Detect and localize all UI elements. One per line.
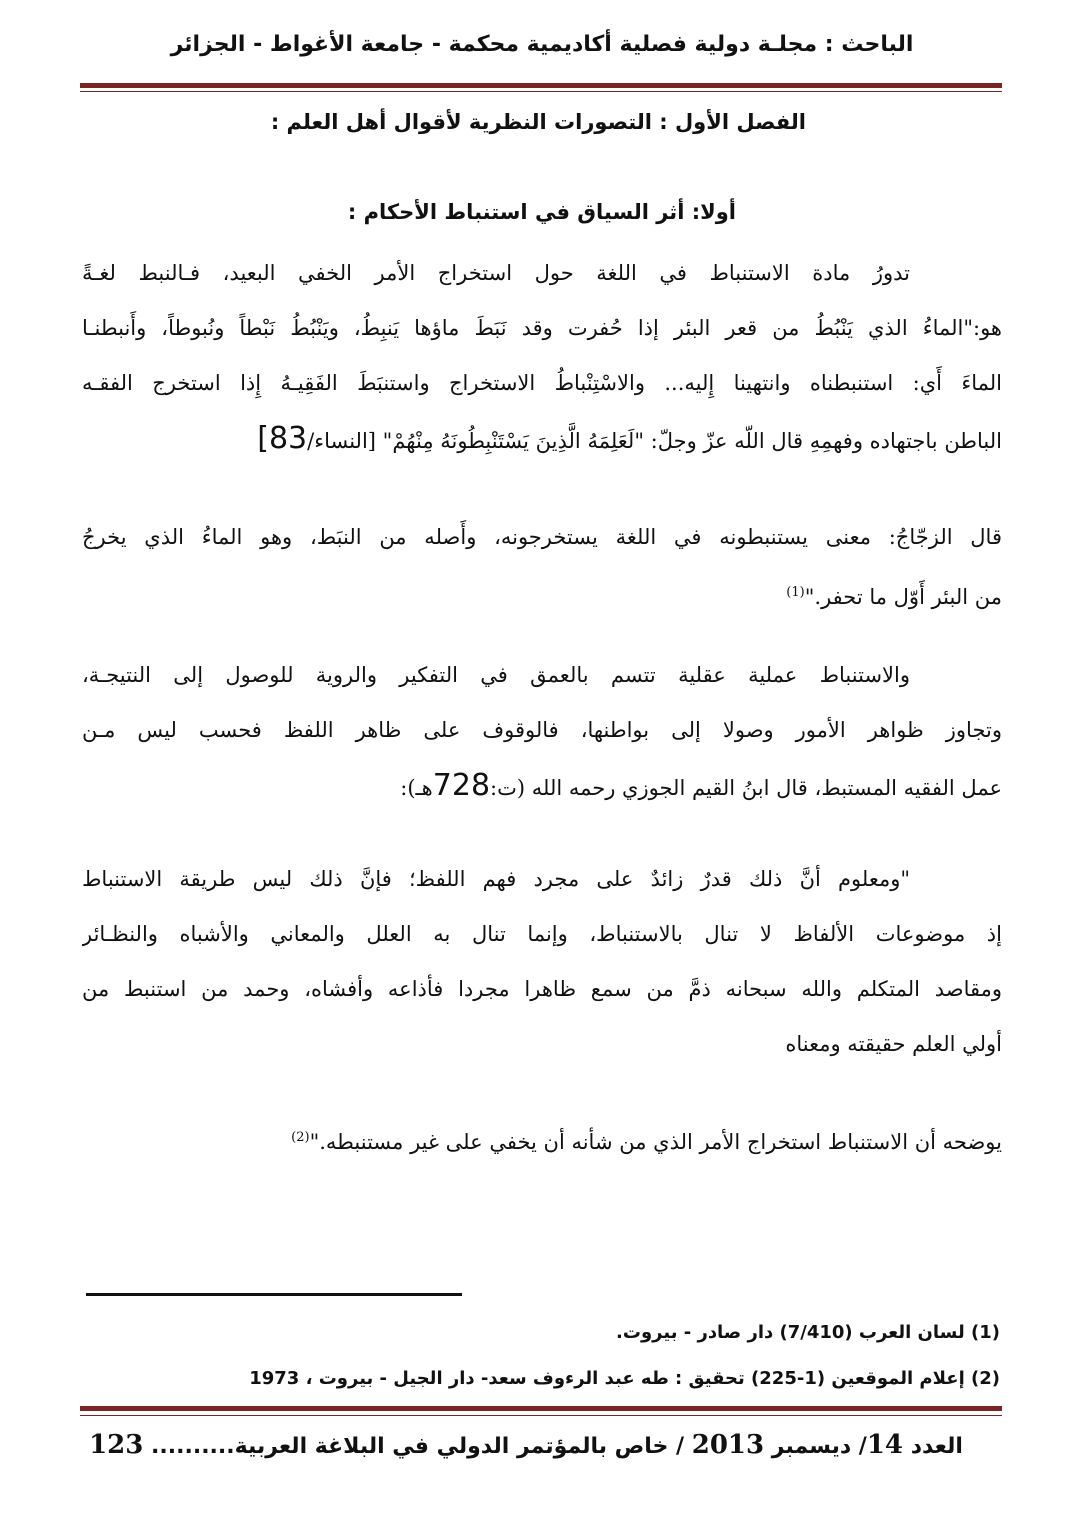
issue-year: 2013 [691,1430,765,1460]
paragraph-4 [82,852,1002,1072]
paragraph-line-text: عمل الفقيه المستبط، قال ابنُ القيم الجوزي رحمه الله (ت: [490,776,1002,800]
footnote-2: (2) إعلام الموقعين (1-225) تحقيق : طه عبد الرءوف سعد- دار الجيل - بيروت ، 1973 [249,1368,1000,1389]
chapter-title: الفصل الأول : التصورات النظرية لأقوال أهل العلم : [270,110,806,134]
quran-reference: 83] [257,421,308,456]
paragraph-line [82,758,1002,813]
paragraph-line-text: الباطن باجتهاده وفهمِهِ قال اللّه عزّ وجلّ: "لَعَلِمَهُ الَّذِينَ يَسْتَنْبِطُونَهُ مِنْهُمْ" [النساء/ [307,429,1002,453]
paragraph-line: هو:"الماءُ الذي يَنْبُطُ من قعر البئر إذا حُفرت وقد نَبَطَ ماؤها يَنبِطُ، ويَنْبُطُ نَبْطاً ونُبوطاً، وأَنبطنـا [82,316,1002,340]
running-header: الباحث : مجلـة دولية فصلية أكاديمية محكمة - جامعة الأغواط - الجزائر [170,32,914,57]
paragraph-line: أولي العلم حقيقته ومعناه [785,1032,1002,1056]
footnote-marker-1[interactable]: (1) [786,585,805,600]
paragraph-line-text: يوضحه أن الاستنباط استخراج الأمر الذي من شأنه أن يخفي على غير مستنبطه." [309,1130,1002,1154]
header-rule-thin [80,91,1002,92]
page-number: 123 [89,1430,144,1460]
paragraph-line: الماءَ أَي: استنبطناه وانتهينا إِليه... والاسْتِنْباطُ الاستخراج واستنبَطَ الفَقِيـهُ إِذا استخرج الفقـه [82,371,1002,395]
page-footer [84,1430,968,1460]
paragraph-line: وتجاوز ظواهر الأمور وصولا إلى بواطنها، فالوقوف على ظاهر اللفظ فحسب ليس مـن [82,718,1002,742]
paragraph-line: تدورُ مادة الاستنباط في اللغة حول استخراج الأمر الخفي البعيد، فـالنبط لغـةً [82,261,910,285]
paragraph-line [82,565,1002,620]
paragraph-3 [82,648,1002,813]
paragraph-1 [82,246,1002,466]
footnote-separator [86,1293,462,1296]
paragraph-2 [82,510,1002,620]
paragraph-line [82,411,1002,466]
header-rule-thick [80,83,1002,88]
paragraph-line: والاستنباط عملية عقلية تتسم بالعمق في التفكير والروية للوصول إلى النتيجـة، [82,663,910,687]
paragraph-line: "ومعلوم أنَّ ذلك قدرٌ زائدٌ على مجرد فهم اللفظ؛ فإنَّ ذلك ليس طريقة الاستنباط [82,867,910,891]
issue-month: / ديسمبر [771,1434,867,1459]
death-year: 728 [432,768,491,803]
paragraph-line-end: هـ): [400,776,433,800]
issue-number: 14 [866,1430,904,1460]
footnote-1: (1) لسان العرب (7/410) دار صادر - بيروت. [616,1322,1000,1343]
paragraph-5 [82,1110,1002,1165]
paragraph-line: إذ موضوعات الألفاظ لا تنال بالاستنباط، وإنما تنال به العلل والمعاني والأشباه والنظـائر [82,922,1002,946]
paragraph-line: ومقاصد المتكلم والله سبحانه ذمَّ من سمع ظاهرا مجردا فأذاعه وأفشاه، وحمد من استنبط من [82,977,1002,1001]
issue-subtitle: / خاص بالمؤتمر الدولي في البلاغة العربية.......... [151,1434,685,1459]
paragraph-line [82,1110,1002,1165]
paragraph-line-text: من البئر أَوّل ما تحفر." [804,585,1002,609]
footer-rule-thin [80,1415,1002,1416]
issue-label: العدد [910,1434,963,1459]
footer-rule-thick [80,1406,1002,1411]
footnote-marker-2[interactable]: (2) [291,1130,310,1145]
paragraph-line: قال الزجّاجُ: معنى يستنبطونه في اللغة يستخرجونه، وأَصله من النبَط، وهو الماءُ الذي يخرجُ [82,525,1002,549]
section-title: أولا: أثر السياق في استنباط الأحكام : [347,200,736,224]
